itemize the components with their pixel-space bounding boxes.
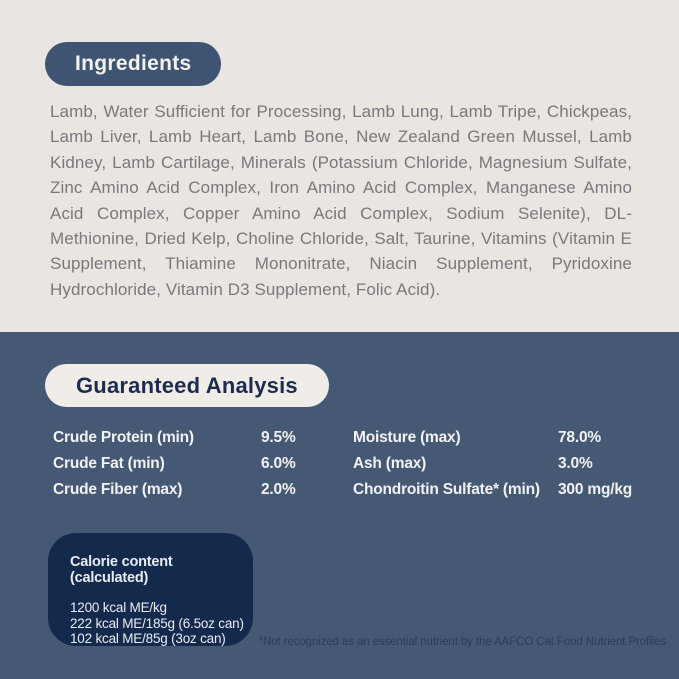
guaranteed-analysis-title: Guaranteed Analysis (76, 372, 298, 398)
ingredients-text: Lamb, Water Sufficient for Processing, Lamb Lung, Lamb Tripe, Chickpeas, Lamb Liver, Lamb Heart, Lamb Bone, New Zealand Green Mussel, Lamb Kidney, Lamb Cartilage, Minerals (Potassium Chloride, Magnesium Sulfate, Zinc Amino Acid Complex, Iron Amino Acid Complex, Manganese Amino Acid Complex, Copper Amino Acid Complex, Sodium Selenite), DL-Methionine, Dried Kelp, Choline Chloride, Salt, Taurine, Vitamins (Vitamin E Supplement, Thiamine Mononitrate, Niacin Supplement, Pyridoxine Hydrochloride, Vitamin D3 Supplement, Folic Acid). (50, 102, 632, 299)
calorie-content-box (48, 533, 253, 646)
guaranteed-analysis-badge (45, 364, 329, 407)
analysis-value-crude-protein: 9.5% (261, 429, 296, 446)
analysis-label-crude-protein: Crude Protein (min) (53, 429, 194, 446)
calorie-line-kg: 1200 kcal ME/kg (70, 600, 167, 615)
calorie-line-85g: 102 kcal ME/85g (3oz can) (70, 631, 226, 646)
analysis-label-chondroitin: Chondroitin Sulfate* (min) (353, 481, 540, 498)
ingredients-badge (45, 42, 221, 86)
calorie-line-185g: 222 kcal ME/185g (6.5oz can) (70, 615, 244, 631)
ingredients-title: Ingredients (75, 52, 192, 75)
analysis-label-ash: Ash (max) (353, 455, 427, 472)
analysis-value-ash: 3.0% (558, 455, 593, 472)
guaranteed-analysis-section (0, 332, 679, 679)
analysis-value-chondroitin: 300 mg/kg (558, 481, 633, 498)
ingredients-section (0, 0, 679, 332)
analysis-value-moisture: 78.0% (558, 429, 601, 446)
analysis-label-crude-fiber: Crude Fiber (max) (53, 481, 183, 498)
analysis-label-crude-fat: Crude Fat (min) (53, 455, 165, 472)
analysis-value-crude-fat: 6.0% (261, 455, 296, 472)
calorie-content-title: Calorie content (calculated) (70, 554, 173, 586)
analysis-label-moisture: Moisture (max) (353, 429, 461, 446)
analysis-table (53, 429, 632, 498)
analysis-value-crude-fiber: 2.0% (261, 481, 296, 498)
aafco-footnote: *Not recognized as an essential nutrient by the AAFCO Cat Food Nutrient Profiles (258, 636, 666, 648)
